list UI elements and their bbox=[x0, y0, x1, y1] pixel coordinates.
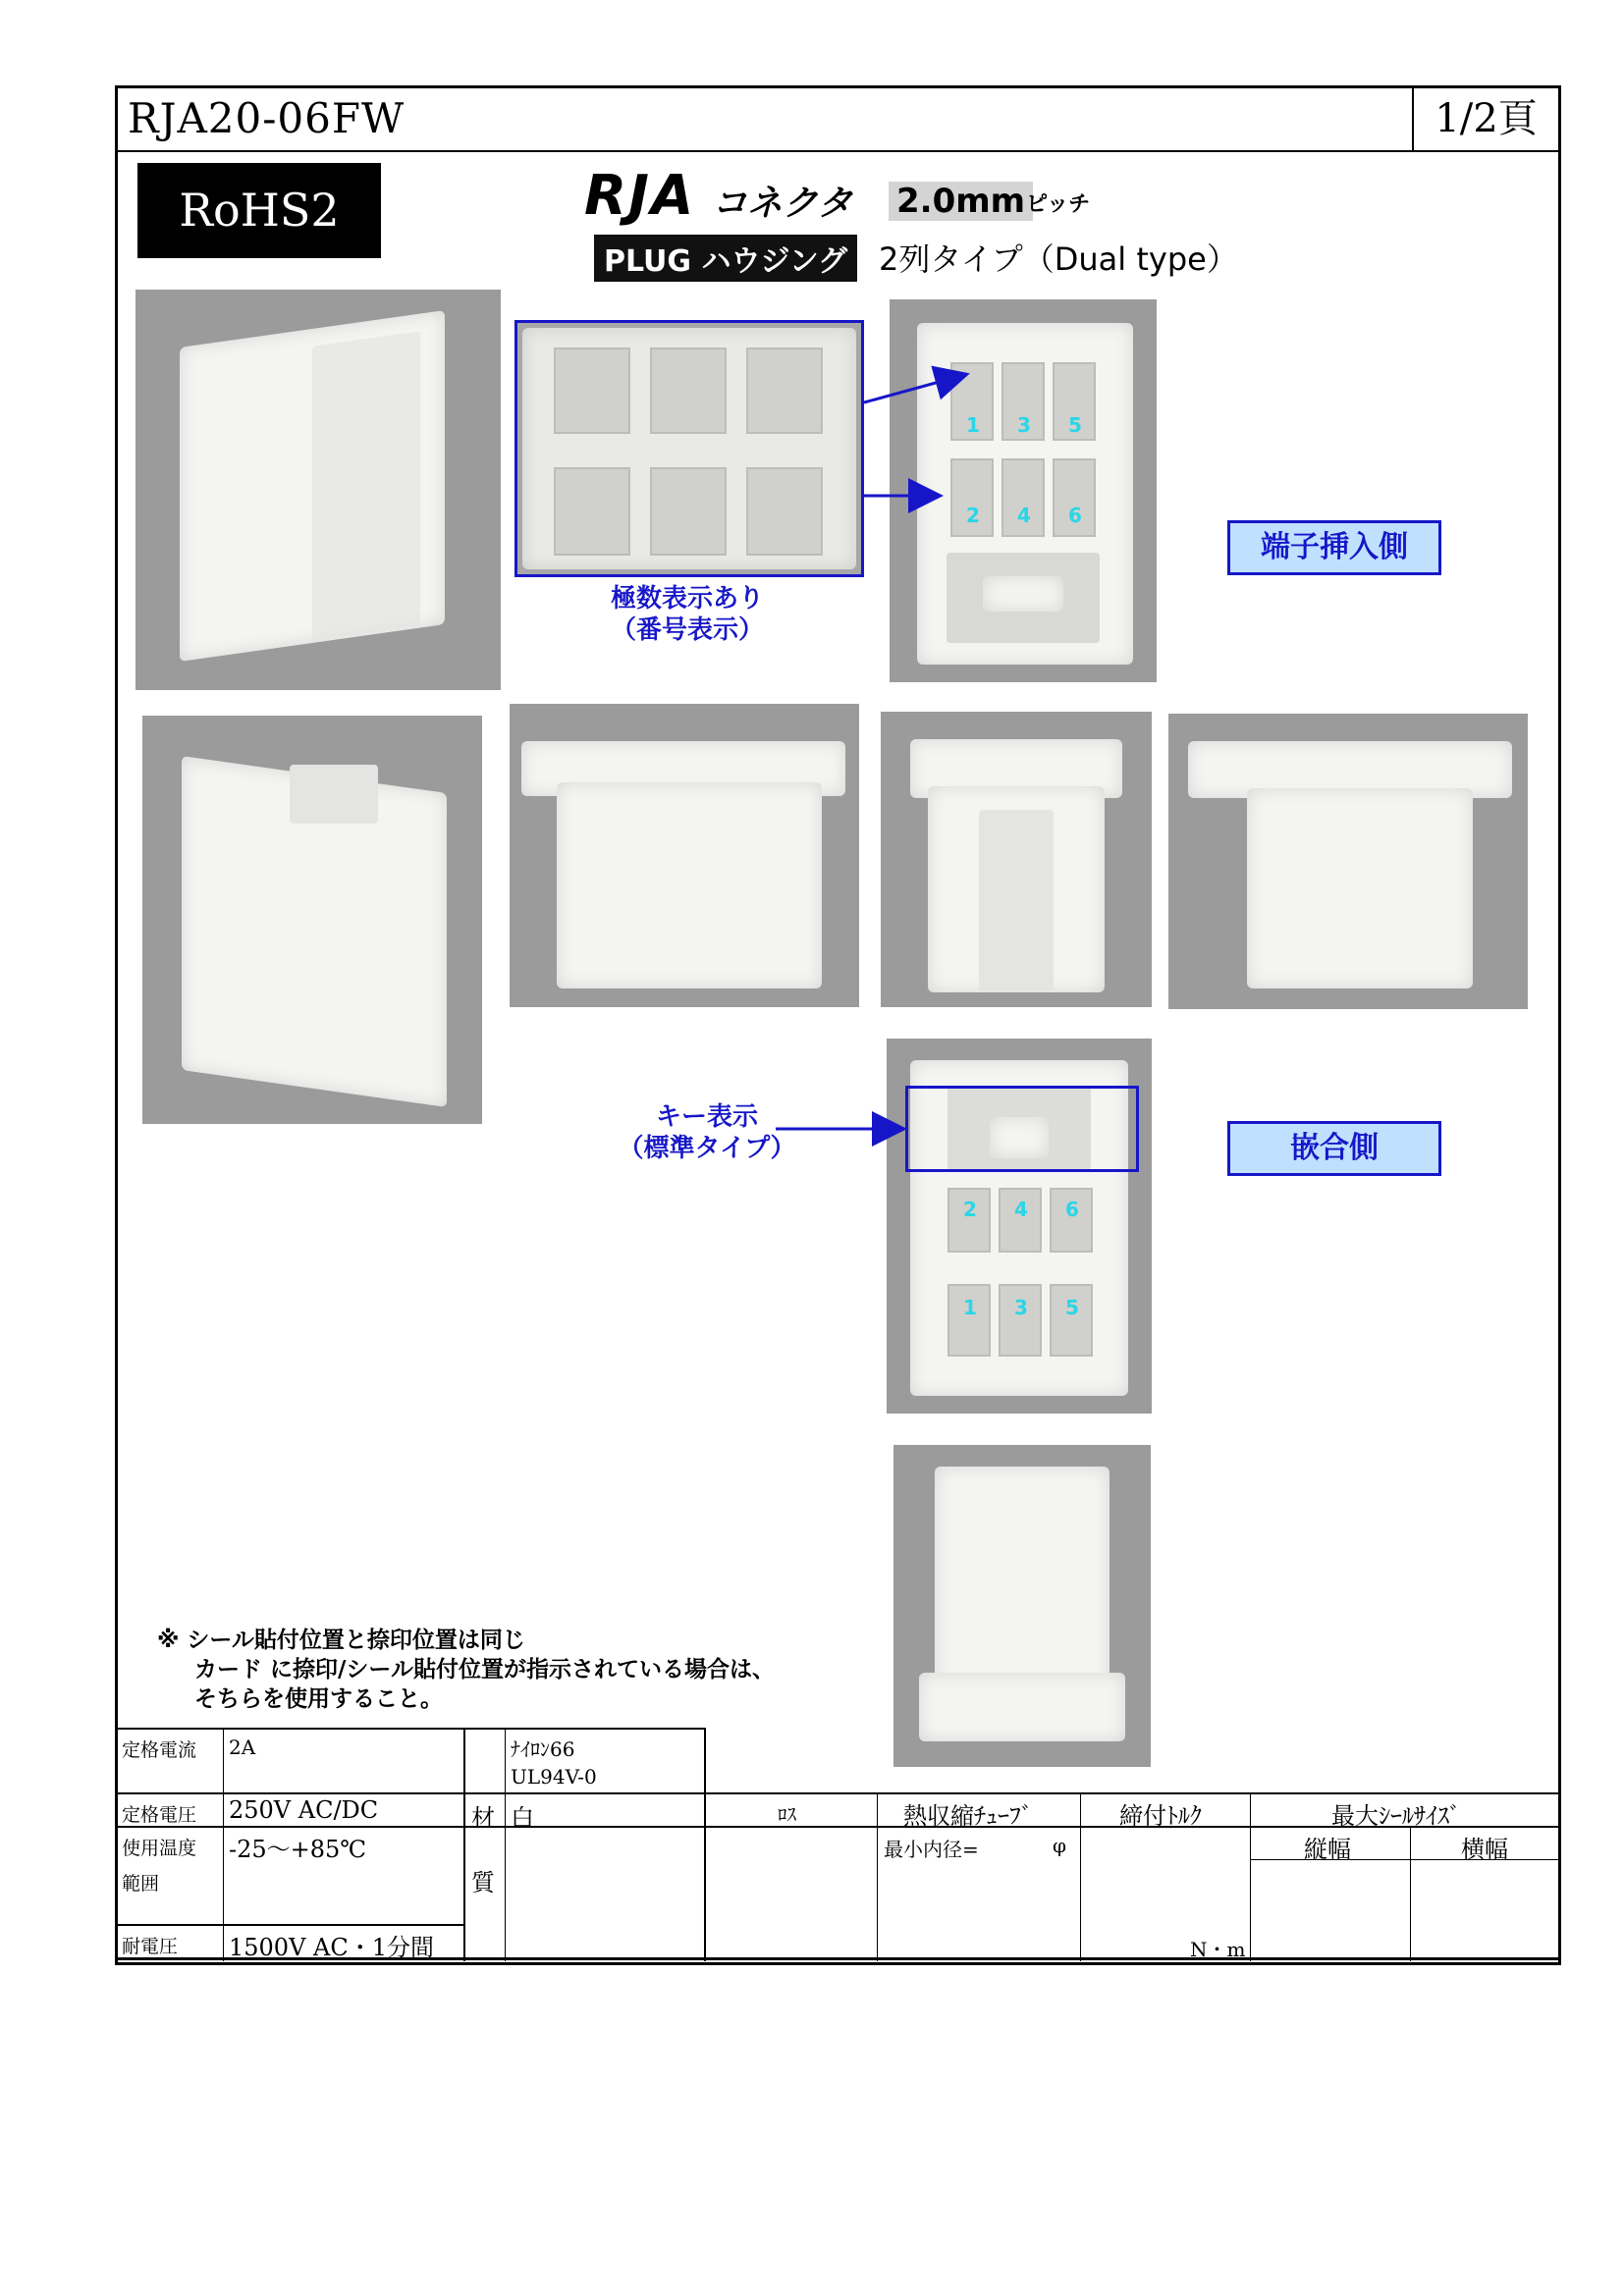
temp-label-1: 使用温度 bbox=[122, 1838, 197, 1859]
withstand-value: 1500V AC・1分間 bbox=[229, 1934, 435, 1961]
temp-range-value: -25～+85℃ bbox=[229, 1836, 367, 1863]
pin-number: 1 bbox=[966, 413, 980, 437]
col-seal-size: 最大ｼｰﾙｻｲｽﾞ bbox=[1331, 1802, 1461, 1830]
housing-label: PLUG ハウジング bbox=[594, 235, 857, 282]
photo-side-view-2 bbox=[1168, 714, 1528, 1009]
photo-side-view-1 bbox=[510, 704, 859, 1007]
part-number: RJA20-06FW bbox=[128, 94, 406, 142]
pin-number: 2 bbox=[963, 1198, 977, 1221]
material-value-1: ﾅｲﾛﾝ66 bbox=[511, 1737, 575, 1761]
polarity-label bbox=[550, 583, 825, 646]
pin-number: 5 bbox=[1065, 1296, 1079, 1319]
photo-isometric-1 bbox=[135, 290, 501, 690]
note-line-1: ※ シール貼付位置と捺印位置は同じ bbox=[157, 1628, 525, 1653]
pitch-word: ピッチ bbox=[1026, 192, 1091, 217]
phi-symbol: φ bbox=[1053, 1834, 1067, 1857]
material-value-2: UL94V-0 bbox=[511, 1765, 597, 1789]
pin-number: 3 bbox=[1014, 1296, 1028, 1319]
min-inner-diameter: 最小内径= bbox=[884, 1838, 979, 1861]
seal-horizontal: 横幅 bbox=[1461, 1836, 1508, 1863]
material-label-2: 質 bbox=[471, 1869, 495, 1896]
key-label-line2: （標準タイプ） bbox=[618, 1134, 796, 1163]
rated-voltage-value: 250V AC/DC bbox=[229, 1796, 379, 1824]
pin-number: 5 bbox=[1068, 413, 1082, 437]
polarity-label-line1: 極数表示あり bbox=[610, 584, 764, 614]
key-label-line1: キー表示 bbox=[655, 1102, 758, 1132]
pin-number: 6 bbox=[1065, 1198, 1079, 1221]
photo-terminal-side bbox=[890, 299, 1157, 682]
rated-current-value: 2A bbox=[229, 1735, 256, 1759]
pin-number: 1 bbox=[963, 1296, 977, 1319]
series-name: RJA bbox=[584, 164, 696, 228]
color-value: 白 bbox=[511, 1804, 534, 1832]
photo-top-view bbox=[893, 1445, 1151, 1767]
note-line-3: そちらを使用すること。 bbox=[194, 1686, 443, 1712]
closeup-highlight-box bbox=[514, 320, 864, 577]
terminal-side-label: 端子挿入側 bbox=[1227, 520, 1441, 575]
temp-label-2: 範囲 bbox=[122, 1873, 160, 1895]
rohs-badge: RoHS2 bbox=[137, 163, 381, 258]
pitch-value: 2.0mm bbox=[889, 182, 1033, 221]
seal-position-note bbox=[157, 1626, 775, 1714]
pin-number: 4 bbox=[1014, 1198, 1028, 1221]
pin-number: 6 bbox=[1068, 504, 1082, 527]
row-type: 2列タイプ（Dual type） bbox=[879, 240, 1238, 278]
col-ross: ﾛｽ bbox=[778, 1804, 797, 1826]
photo-isometric-2 bbox=[142, 716, 482, 1124]
key-highlight-box bbox=[905, 1086, 1139, 1172]
rated-voltage-label: 定格電圧 bbox=[122, 1804, 197, 1826]
pin-number: 2 bbox=[966, 504, 980, 527]
torque-unit: N・m bbox=[1190, 1938, 1246, 1961]
material-label-1: 材 bbox=[471, 1804, 495, 1832]
col-heat-shrink: 熱収縮ﾁｭｰﾌﾞ bbox=[903, 1802, 1033, 1830]
header-row bbox=[118, 88, 1558, 152]
col-torque: 締付ﾄﾙｸ bbox=[1119, 1802, 1202, 1830]
pin-number: 4 bbox=[1017, 504, 1031, 527]
mating-side-label: 嵌合側 bbox=[1227, 1121, 1441, 1176]
note-line-2: カード に捺印/シール貼付位置が指示されている場合は、 bbox=[194, 1657, 775, 1682]
seal-vertical: 縦幅 bbox=[1304, 1836, 1351, 1863]
pin-number: 3 bbox=[1017, 413, 1031, 437]
rated-current-label: 定格電流 bbox=[122, 1739, 197, 1761]
key-label bbox=[609, 1101, 805, 1164]
withstand-label: 耐電圧 bbox=[122, 1936, 179, 1957]
polarity-label-line2: （番号表示） bbox=[610, 615, 764, 645]
photo-front-view bbox=[881, 712, 1152, 1007]
connector-word: コネクタ bbox=[712, 184, 853, 224]
page-number: 1/2頁 bbox=[1412, 88, 1558, 150]
